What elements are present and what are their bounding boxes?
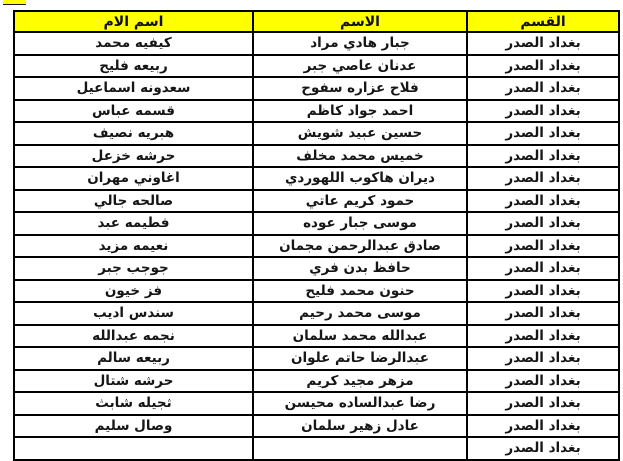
- cell-mother: فطيمه عبد: [14, 212, 253, 235]
- cell-section: بغداد الصدر: [467, 212, 619, 235]
- cell-name: عبدالله محمد سلمان: [253, 325, 467, 348]
- table-row: [14, 392, 619, 415]
- cell-section: بغداد الصدر: [467, 235, 619, 258]
- cell-name: رضا عبدالساده محيسن: [253, 392, 467, 415]
- table-row: [14, 347, 619, 370]
- cell-section: بغداد الصدر: [467, 145, 619, 168]
- table-row: [14, 100, 619, 123]
- table-row: [14, 55, 619, 78]
- table-row: [14, 437, 619, 460]
- cell-name: جبار هادي مراد: [253, 32, 467, 55]
- cell-section: بغداد الصدر: [467, 370, 619, 393]
- table-row: [14, 167, 619, 190]
- cell-mother: [14, 437, 253, 460]
- cell-name: [253, 437, 467, 460]
- cell-name: حافظ بدن فري: [253, 257, 467, 280]
- cell-mother: كيفيه محمد: [14, 32, 253, 55]
- cell-name: فلاح عزاره سفوح: [253, 77, 467, 100]
- roster-table: [13, 10, 620, 461]
- table-row: [14, 235, 619, 258]
- table-body: [14, 32, 619, 460]
- cell-name: عبدالرضا حاتم علوان: [253, 347, 467, 370]
- table-row: [14, 190, 619, 213]
- cell-name: موسى محمد رحيم: [253, 302, 467, 325]
- table-row: [14, 280, 619, 303]
- cell-section: بغداد الصدر: [467, 122, 619, 145]
- cell-section: بغداد الصدر: [467, 347, 619, 370]
- cell-section: بغداد الصدر: [467, 437, 619, 460]
- cell-section: بغداد الصدر: [467, 257, 619, 280]
- cell-mother: قسمه عباس: [14, 100, 253, 123]
- cell-mother: نجمه عبدالله: [14, 325, 253, 348]
- header-row: [14, 11, 619, 32]
- table-row: [14, 257, 619, 280]
- cell-mother: وصال سليم: [14, 415, 253, 438]
- cell-section: بغداد الصدر: [467, 32, 619, 55]
- header-section: القسم: [467, 11, 619, 32]
- cell-section: بغداد الصدر: [467, 167, 619, 190]
- cell-mother: فز خيون: [14, 280, 253, 303]
- table-row: [14, 415, 619, 438]
- cell-name: حنون محمد فليح: [253, 280, 467, 303]
- cell-section: بغداد الصدر: [467, 77, 619, 100]
- cell-name: خميس محمد مخلف: [253, 145, 467, 168]
- cell-section: بغداد الصدر: [467, 55, 619, 78]
- cell-section: بغداد الصدر: [467, 302, 619, 325]
- table-row: [14, 122, 619, 145]
- cell-mother: صالحه جالي: [14, 190, 253, 213]
- table-row: [14, 145, 619, 168]
- cell-name: صادق عبدالرحمن مجمان: [253, 235, 467, 258]
- cell-name: موسى جبار عوده: [253, 212, 467, 235]
- cell-mother: ربيعه سالم: [14, 347, 253, 370]
- cell-name: حمود كريم عاتي: [253, 190, 467, 213]
- cell-mother: حرشه شتال: [14, 370, 253, 393]
- cell-section: بغداد الصدر: [467, 415, 619, 438]
- cell-mother: هبريه نصيف: [14, 122, 253, 145]
- table-row: [14, 302, 619, 325]
- cell-name: احمد جواد كاظم: [253, 100, 467, 123]
- header-mother: اسم الام: [14, 11, 253, 32]
- cell-name: عادل زهير سلمان: [253, 415, 467, 438]
- header-name: الاسم: [253, 11, 467, 32]
- cell-name: مزهر مجيد كريم: [253, 370, 467, 393]
- table-row: [14, 32, 619, 55]
- cell-mother: ربيعه فليح: [14, 55, 253, 78]
- cropped-header-cell-fragment: [3, 0, 26, 5]
- table-row: [14, 325, 619, 348]
- cell-mother: اغاوني مهران: [14, 167, 253, 190]
- cell-mother: حرشه خزعل: [14, 145, 253, 168]
- cell-name: حسين عبيد شويش: [253, 122, 467, 145]
- cell-section: بغداد الصدر: [467, 190, 619, 213]
- cell-name: ديران هاكوب اللهوردي: [253, 167, 467, 190]
- cell-mother: جوجب جبر: [14, 257, 253, 280]
- cell-section: بغداد الصدر: [467, 392, 619, 415]
- cell-name: عدنان عاصي جبر: [253, 55, 467, 78]
- table-row: [14, 370, 619, 393]
- cell-mother: ثجيله شابث: [14, 392, 253, 415]
- cell-mother: سعدونه اسماعيل: [14, 77, 253, 100]
- table-row: [14, 77, 619, 100]
- cell-section: بغداد الصدر: [467, 100, 619, 123]
- cell-section: بغداد الصدر: [467, 325, 619, 348]
- cell-mother: نعيمه مزيد: [14, 235, 253, 258]
- cell-mother: سندس اديب: [14, 302, 253, 325]
- table-row: [14, 212, 619, 235]
- cell-section: بغداد الصدر: [467, 280, 619, 303]
